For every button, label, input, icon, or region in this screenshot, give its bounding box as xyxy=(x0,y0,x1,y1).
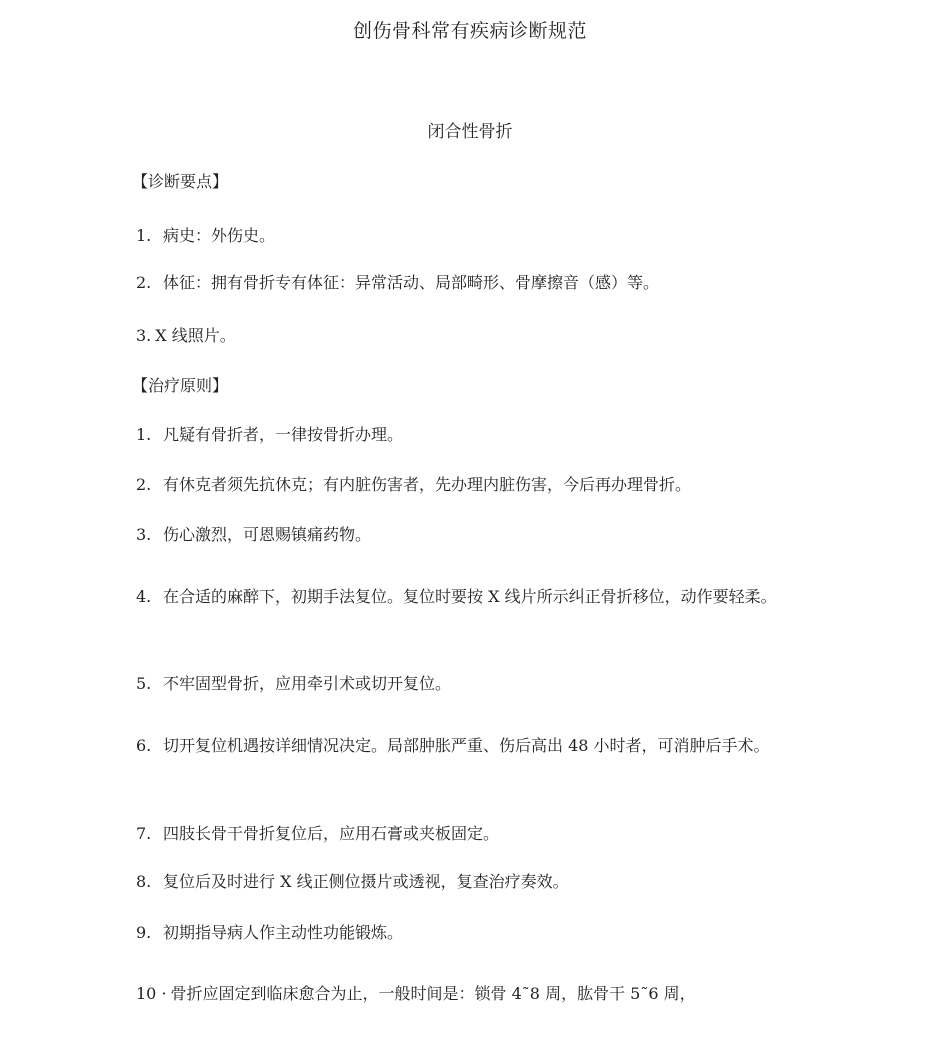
item-text: 伤心激烈，可恩赐镇痛药物。 xyxy=(163,525,372,544)
item-text: 不牢固型骨折，应用牵引术或切开复位。 xyxy=(163,674,452,693)
item-text: 四肢长骨干骨折复位后，应用石膏或夹板固定。 xyxy=(163,824,500,843)
item-number: 2. xyxy=(136,475,152,494)
item-number: 4. xyxy=(136,587,152,606)
item-text: X 线照片。 xyxy=(155,326,236,345)
item-number: 3. xyxy=(136,525,152,544)
item-text: 体征：拥有骨折专有体征：异常活动、局部畸形、骨摩擦音（感）等。 xyxy=(163,273,660,292)
diagnosis-heading: 【诊断要点】 xyxy=(132,172,229,191)
item-text: 切开复位机遇按详细情况决定。局部肿胀严重、伤后高出 48 小时者，可消肿后手术。 xyxy=(163,736,770,755)
treatment-heading: 【治疗原则】 xyxy=(132,376,229,395)
list-item xyxy=(136,870,786,894)
list-item xyxy=(136,271,786,295)
item-number: 7. xyxy=(136,824,152,843)
item-text: 初期指导病人作主动性功能锻炼。 xyxy=(163,923,404,942)
item-text: 在合适的麻醉下，初期手法复位。复位时要按 X 线片所示纠正骨折移位，动作要轻柔。 xyxy=(163,587,777,606)
list-item xyxy=(136,423,786,447)
item-number: 1. xyxy=(136,425,152,444)
list-item xyxy=(136,982,786,1006)
item-text: 病史：外伤史。 xyxy=(163,226,276,245)
section-title: 闭合性骨折 xyxy=(427,122,513,142)
list-item xyxy=(136,578,786,615)
list-item xyxy=(136,324,786,348)
list-item xyxy=(136,523,786,547)
item-text: 有休克者须先抗休克；有内脏伤害者，先办理内脏伤害，今后再办理骨折。 xyxy=(163,475,692,494)
item-number: 2. xyxy=(136,273,152,292)
item-number: 6. xyxy=(136,736,152,755)
item-number: 10 · xyxy=(136,984,167,1003)
list-item xyxy=(136,672,786,696)
item-number: 9. xyxy=(136,923,152,942)
list-item xyxy=(136,727,786,764)
item-number: 5. xyxy=(136,674,152,693)
item-text: 凡疑有骨折者，一律按骨折办理。 xyxy=(163,425,404,444)
item-number: 1. xyxy=(136,226,152,245)
list-item xyxy=(136,224,786,248)
item-number: 3. xyxy=(136,326,152,345)
item-text: 复位后及时进行 X 线正侧位摄片或透视，复查治疗奏效。 xyxy=(163,872,569,891)
item-number: 8. xyxy=(136,872,152,891)
list-item xyxy=(136,822,786,846)
document-title: 创伤骨科常有疾病诊断规范 xyxy=(352,20,587,42)
list-item xyxy=(136,921,786,945)
list-item xyxy=(136,473,786,497)
item-text: 骨折应固定到临床愈合为止，一般时间是：锁骨 4˜8 周，肱骨干 5˜6 周， xyxy=(170,984,696,1003)
